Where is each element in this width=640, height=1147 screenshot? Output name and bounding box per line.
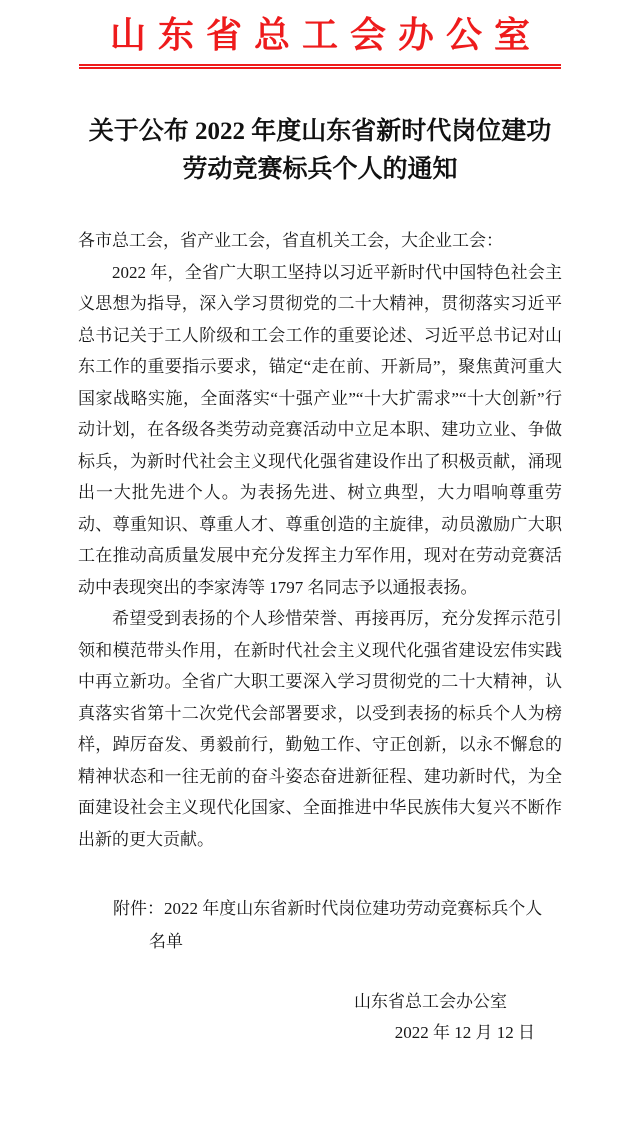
- salutation-line: 各市总工会，省产业工会，省直机关工会，大企业工会：: [78, 231, 503, 250]
- signature-date: 2022 年 12 月 12 日: [394, 1023, 535, 1042]
- attachment-line2: 名单: [149, 932, 183, 951]
- signature-org-name: 山东省总工会办公室: [354, 992, 507, 1011]
- letterhead-org-title: 山东省总工会办公室: [109, 15, 542, 55]
- document-title: [0, 113, 640, 189]
- document-title-line1: 关于公布 2022 年度山东省新时代岗位建功: [88, 118, 552, 145]
- body-paragraph-1: 2022 年，全省广大职工坚持以习近平新时代中国特色社会主义思想为指导，深入学习贯彻党的二十大精神，贯彻落实习近平总书记关于工人阶级和工会工作的重要论述、习近平总书记对山东工作的重要指示要求，锚定“走在前、开新局”，聚焦黄河重大国家战略实施，全面落实“十强产业”“十大扩需求”“十大创新”行动计划，在各级各类劳动竞赛活动中立足本职、建功立业、争做标兵，为新时代社会主义现代化强省建设作出了积极贡献，涌现出一大批先进个人。为表扬先进、树立典型，大力唱响尊重劳动、尊重知识、尊重人才、尊重创造的主旋律，动员激励广大职工在推动高质量发展中充分发挥主力军作用，现对在劳动竞赛活动中表现突出的李家涛等 1797 名同志予以通报表扬。: [78, 262, 562, 597]
- body-paragraph-2: 希望受到表扬的个人珍惜荣誉、再接再厉，充分发挥示范引领和模范带头作用，在新时代社会主义现代化强省建设宏伟实践中再立新功。全省广大职工要深入学习贯彻党的二十大精神，认真落实省第十二次党代会部署要求，以受到表扬的标兵个人为榜样，踔厉奋发、勇毅前行，勤勉工作、守正创新，以永不懈怠的精神状态和一往无前的奋斗姿态奋进新征程、建功新时代，为全面建设社会主义现代化国家、全面推进中华民族伟大复兴不断作出新的更大贡献。: [78, 609, 562, 849]
- document-body: [78, 225, 562, 1048]
- red-divider-line: [79, 64, 561, 69]
- document-title-line2: 劳动竞赛标兵个人的通知: [182, 156, 458, 183]
- attachment-note: [78, 892, 562, 958]
- signature-block: [78, 986, 562, 1048]
- attachment-line1: 附件：2022 年度山东省新时代岗位建功劳动竞赛标兵个人: [113, 899, 543, 918]
